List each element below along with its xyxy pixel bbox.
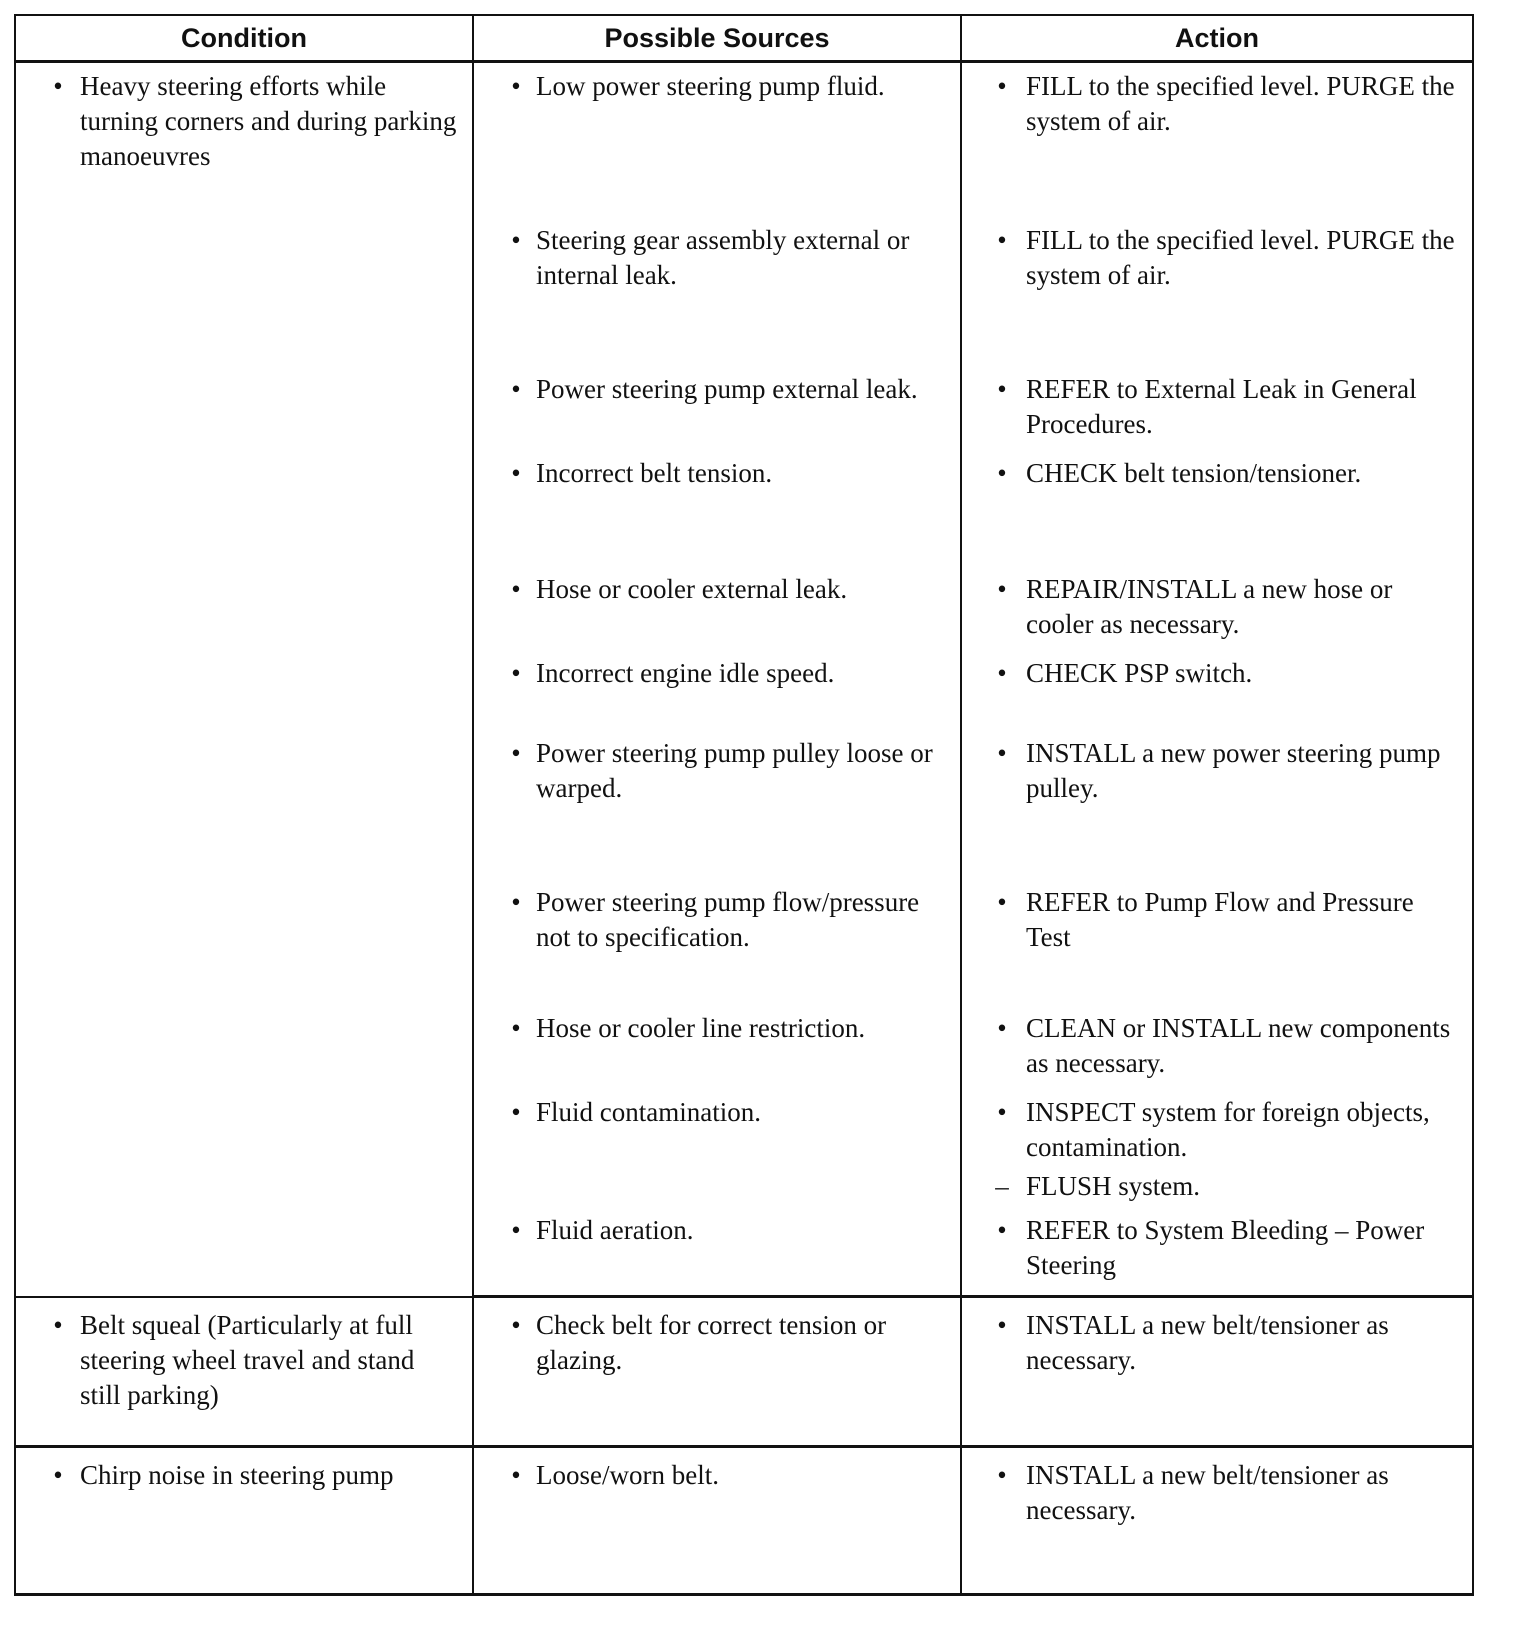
source-text: Incorrect engine idle speed. bbox=[536, 658, 835, 688]
bullet-icon: • bbox=[511, 1215, 521, 1245]
bullet-icon: • bbox=[997, 71, 1007, 101]
action-text: INSTALL a new power steering pump pulley. bbox=[1026, 738, 1441, 803]
source-cell bbox=[473, 1297, 961, 1447]
source-cell bbox=[473, 1447, 961, 1595]
bullet-icon: • bbox=[511, 1310, 521, 1340]
bullet-icon: • bbox=[511, 225, 521, 255]
bullet-icon: • bbox=[997, 1097, 1007, 1127]
condition-item bbox=[16, 69, 472, 174]
source-text: Loose/worn belt. bbox=[536, 1460, 719, 1490]
table-row bbox=[15, 62, 1473, 218]
action-text: REFER to System Bleeding – Power Steering bbox=[1026, 1215, 1425, 1280]
action-text: CHECK PSP switch. bbox=[1026, 658, 1253, 688]
source-text: Fluid contamination. bbox=[536, 1097, 761, 1127]
condition-cell bbox=[15, 1447, 473, 1595]
condition-text: Heavy steering efforts while turning corners and during parking manoeuvres bbox=[80, 71, 457, 171]
bullet-icon: • bbox=[997, 574, 1007, 604]
bullet-icon: • bbox=[511, 1097, 521, 1127]
source-text: Low power steering pump fluid. bbox=[536, 71, 885, 101]
action-text: CLEAN or INSTALL new components as necessary. bbox=[1026, 1013, 1451, 1078]
action-text: REFER to External Leak in General Procedures. bbox=[1026, 374, 1417, 439]
bullet-icon: • bbox=[997, 1013, 1007, 1043]
bullet-icon: • bbox=[997, 887, 1007, 917]
source-cell bbox=[473, 1207, 961, 1297]
source-text: Hose or cooler line restriction. bbox=[536, 1013, 866, 1043]
bullet-icon: • bbox=[997, 1310, 1007, 1340]
condition-cell bbox=[15, 1297, 473, 1447]
bullet-icon: • bbox=[53, 1460, 63, 1490]
action-cell bbox=[961, 566, 1473, 650]
source-cell bbox=[473, 450, 961, 566]
action-text: INSTALL a new belt/tensioner as necessary. bbox=[1026, 1460, 1389, 1525]
source-text: Power steering pump flow/pressure not to specification. bbox=[536, 887, 920, 952]
bullet-icon: • bbox=[997, 1460, 1007, 1490]
source-text: Steering gear assembly external or internal leak. bbox=[536, 225, 910, 290]
action-cell bbox=[961, 450, 1473, 566]
action-cell bbox=[961, 1447, 1473, 1595]
action-cell bbox=[961, 1297, 1473, 1447]
source-text: Incorrect belt tension. bbox=[536, 458, 773, 488]
source-text: Fluid aeration. bbox=[536, 1215, 694, 1245]
bullet-icon: • bbox=[997, 374, 1007, 404]
source-cell bbox=[473, 566, 961, 650]
action-cell bbox=[961, 1207, 1473, 1297]
bullet-icon: • bbox=[511, 887, 521, 917]
action-text: INSPECT system for foreign objects, contamination. bbox=[1026, 1097, 1430, 1162]
table-row bbox=[15, 1447, 1473, 1595]
bullet-icon: • bbox=[53, 1309, 63, 1340]
bullet-icon: • bbox=[511, 574, 521, 604]
action-text: CHECK belt tension/tensioner. bbox=[1026, 458, 1362, 488]
action-cell bbox=[961, 1089, 1473, 1207]
bullet-icon: • bbox=[997, 738, 1007, 768]
action-text: REFER to Pump Flow and Pressure Test bbox=[1026, 887, 1414, 952]
sub-action-text: FLUSH system. bbox=[1026, 1171, 1201, 1201]
condition-cell bbox=[15, 62, 473, 1297]
bullet-icon: • bbox=[997, 458, 1007, 488]
action-text: REPAIR/INSTALL a new hose or cooler as necessary. bbox=[1026, 574, 1393, 639]
bullet-icon: • bbox=[511, 374, 521, 404]
bullet-icon: • bbox=[997, 1215, 1007, 1245]
action-cell bbox=[961, 62, 1473, 218]
bullet-icon: • bbox=[511, 1013, 521, 1043]
action-cell bbox=[961, 879, 1473, 1005]
action-cell bbox=[961, 366, 1473, 450]
dash-icon: – bbox=[995, 1171, 1009, 1201]
source-cell bbox=[473, 730, 961, 879]
action-text: FILL to the specified level. PURGE the system of air. bbox=[1026, 71, 1455, 136]
source-cell bbox=[473, 650, 961, 730]
action-cell bbox=[961, 1005, 1473, 1089]
diagnosis-table bbox=[14, 14, 1474, 1596]
action-cell bbox=[961, 650, 1473, 730]
header-row bbox=[15, 15, 1473, 62]
action-cell bbox=[961, 217, 1473, 366]
source-text: Hose or cooler external leak. bbox=[536, 574, 848, 604]
bullet-icon: • bbox=[511, 658, 521, 688]
source-cell bbox=[473, 366, 961, 450]
source-cell bbox=[473, 1089, 961, 1207]
source-text: Power steering pump external leak. bbox=[536, 374, 918, 404]
bullet-icon: • bbox=[511, 71, 521, 101]
source-text: Power steering pump pulley loose or warped. bbox=[536, 738, 933, 803]
bullet-icon: • bbox=[997, 225, 1007, 255]
table-row bbox=[15, 1297, 1473, 1447]
action-text: INSTALL a new belt/tensioner as necessary. bbox=[1026, 1310, 1389, 1375]
bullet-icon: • bbox=[511, 458, 521, 488]
source-cell bbox=[473, 217, 961, 366]
action-text: FILL to the specified level. PURGE the system of air. bbox=[1026, 225, 1455, 290]
source-cell bbox=[473, 1005, 961, 1089]
bullet-icon: • bbox=[997, 658, 1007, 688]
condition-text: Chirp noise in steering pump bbox=[80, 1460, 394, 1490]
source-text: Check belt for correct tension or glazing. bbox=[536, 1310, 887, 1375]
bullet-icon: • bbox=[511, 1460, 521, 1490]
header-action: Action bbox=[961, 15, 1473, 62]
header-possible-sources: Possible Sources bbox=[473, 15, 961, 62]
action-cell bbox=[961, 730, 1473, 879]
condition-text: Belt squeal (Particularly at full steering wheel travel and stand still parking) bbox=[80, 1309, 415, 1410]
bullet-icon: • bbox=[53, 71, 63, 101]
source-cell bbox=[473, 62, 961, 218]
source-cell bbox=[473, 879, 961, 1005]
bullet-icon: • bbox=[511, 738, 521, 768]
header-condition: Condition bbox=[15, 15, 473, 62]
